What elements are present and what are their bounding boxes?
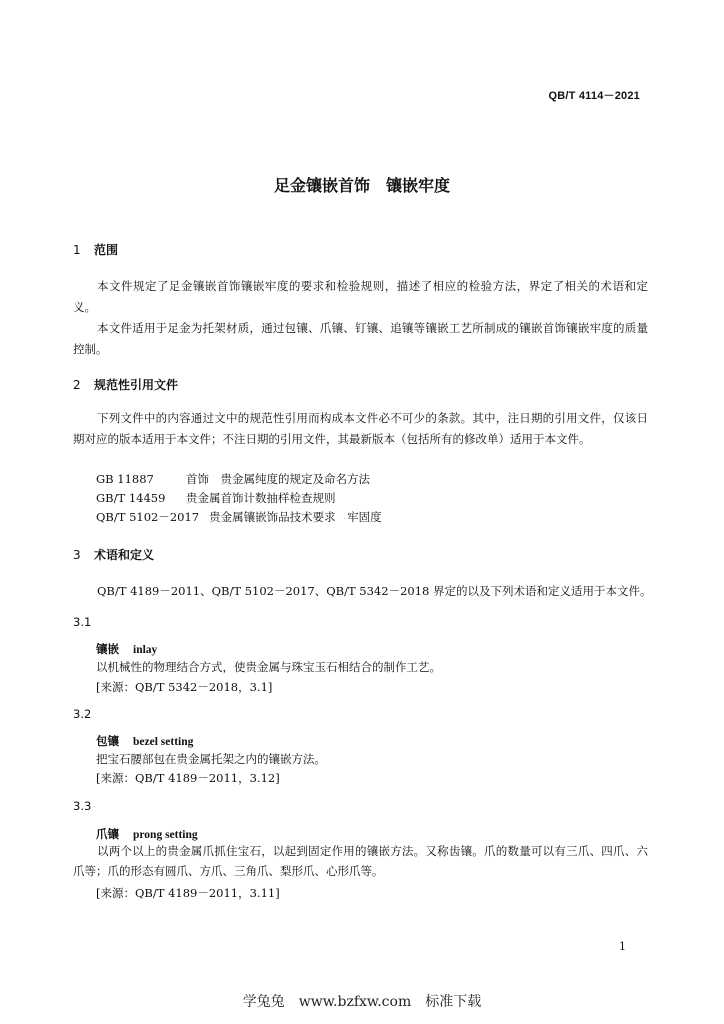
reference-item	[96, 508, 382, 526]
term-english: inlay	[133, 644, 158, 656]
reference-item	[96, 470, 370, 488]
standard-code: QB/T 4114－2021	[548, 90, 640, 102]
term-heading	[96, 733, 193, 749]
reference-code: GB 11887	[96, 472, 154, 486]
reference-name: 贵金属首饰计数抽样检查规则	[186, 491, 336, 505]
section-1-heading	[73, 241, 118, 258]
term-heading	[96, 826, 198, 842]
section-title: 规范性引用文件	[94, 378, 179, 392]
section-3-paragraph-1: QB/T 4189－2011、QB/T 5102－2017、QB/T 5342－2018 界定的以及下列术语和定义适用于本文件。	[97, 584, 652, 598]
reference-name: 贵金属镶嵌饰品技术要求 牢固度	[209, 510, 382, 524]
section-1-paragraph-2: 本文件适用于足金为托架材质，通过包镶、爪镶、钉镶、追镶等镶嵌工艺所制成的镶嵌首饰镶嵌牢度的质量控制。	[73, 321, 648, 356]
section-title: 范围	[94, 243, 119, 257]
reference-name: 首饰 贵金属纯度的规定及命名方法	[186, 472, 370, 486]
term-definition: 以两个以上的贵金属爪抓住宝石，以起到固定作用的镶嵌方法。又称齿镶。爪的数量可以有三爪、四爪、六爪等；爪的形态有圆爪、方爪、三角爪、梨形爪、心形爪等。	[73, 844, 648, 878]
section-2-heading	[73, 376, 178, 393]
clause-number: 3.3	[73, 799, 92, 813]
term-chinese: 爪镶	[96, 827, 119, 841]
reference-item	[96, 489, 336, 507]
section-3-heading	[73, 546, 154, 563]
section-number: 2	[73, 378, 81, 392]
reference-code: GB/T 14459	[96, 491, 166, 505]
clause-number: 3.1	[73, 615, 92, 629]
term-chinese: 包镶	[96, 734, 119, 748]
page-number: 1	[619, 940, 626, 953]
term-source: [来源：QB/T 4189－2011，3.11]	[96, 886, 280, 900]
term-chinese: 镶嵌	[96, 642, 119, 656]
section-1-paragraph-1: 本文件规定了足金镶嵌首饰镶嵌牢度的要求和检验规则，描述了相应的检验方法，界定了相关的术语和定义。	[73, 279, 648, 314]
section-2-paragraph-1: 下列文件中的内容通过文中的规范性引用而构成本文件必不可少的条款。其中，注日期的引用文件，仅该日期对应的版本适用于本文件；不注日期的引用文件，其最新版本（包括所有的修改单）适用于本文件。	[73, 411, 648, 446]
section-number: 1	[73, 243, 81, 257]
term-heading	[96, 641, 157, 657]
section-title: 术语和定义	[94, 548, 155, 562]
section-number: 3	[73, 548, 81, 562]
clause-number: 3.2	[73, 707, 92, 721]
watermark-link[interactable]: 学兔兔 www.bzfxw.com 标准下载	[242, 994, 482, 1010]
term-source: [来源：QB/T 5342－2018，3.1]	[96, 680, 273, 694]
term-source: [来源：QB/T 4189－2011，3.12]	[96, 771, 280, 785]
term-definition: 把宝石腰部包在贵金属托架之内的镶嵌方法。	[96, 752, 326, 766]
reference-code: QB/T 5102－2017	[96, 510, 200, 524]
document-title: 足金镶嵌首饰 镶嵌牢度	[273, 176, 450, 195]
term-english: prong setting	[133, 829, 198, 841]
term-english: bezel setting	[133, 736, 194, 748]
term-definition: 以机械性的物理结合方式，使贵金属与珠宝玉石相结合的制作工艺。	[96, 660, 441, 674]
